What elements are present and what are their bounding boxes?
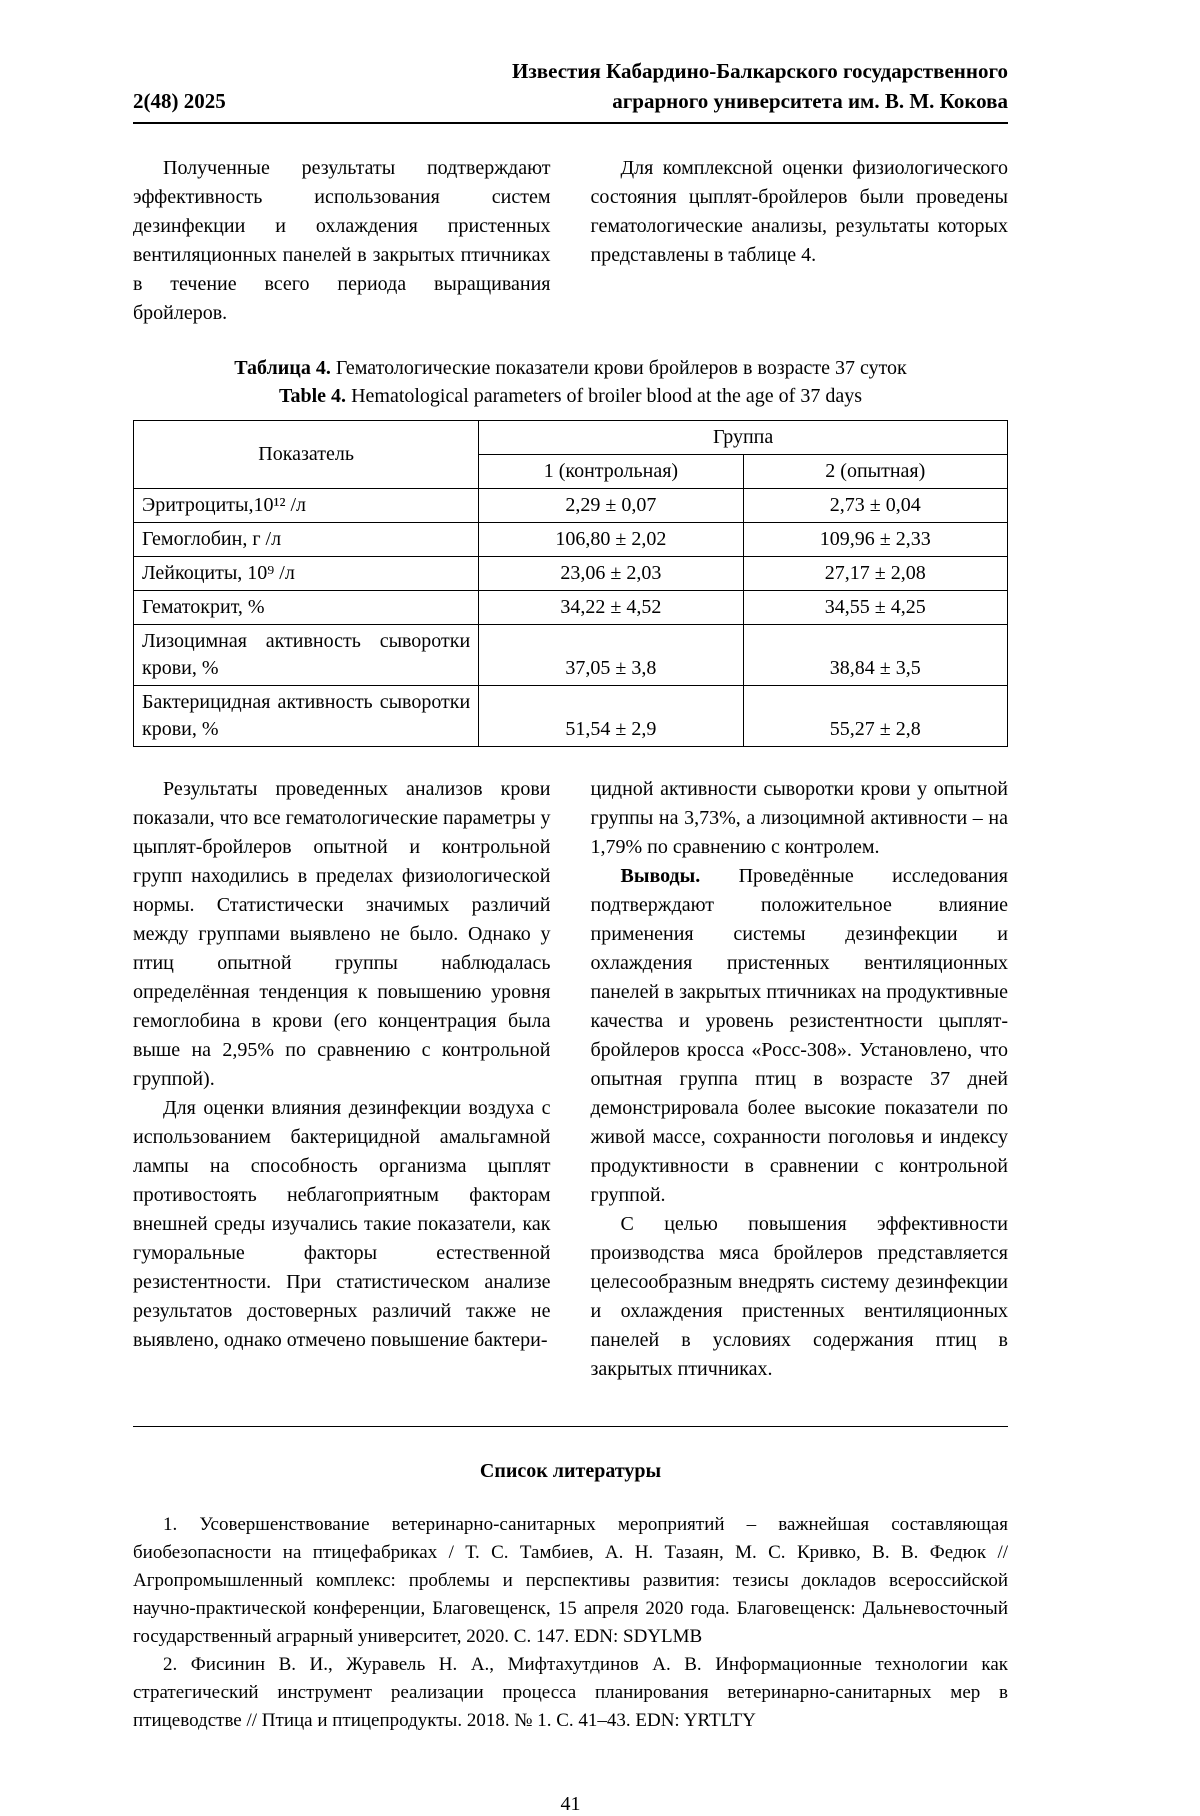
- table-row: [134, 591, 1008, 625]
- experimental-value-cell: 109,96 ± 2,33: [743, 523, 1007, 557]
- page-number: 41: [560, 1793, 581, 1815]
- control-group-header-cell: 1 (контрольная): [479, 455, 743, 489]
- table-caption-ru-text: Гематологические показатели крови бройлеров в возрасте 37 суток: [330, 357, 907, 379]
- body-paragraph: С целью повышения эффективности производства мяса бройлеров представляется целесообразным внедрять систему дезинфекции и охлаждения пристенных вентиляционных панелей в условиях содержания птиц в закрытых птичниках.: [590, 1213, 1008, 1380]
- intro-left-column: [133, 154, 551, 328]
- control-value-cell: 37,05 ± 3,8: [479, 625, 743, 686]
- indicator-cell: Эритроциты,10¹² /л: [134, 489, 479, 523]
- control-value-cell: 2,29 ± 0,07: [479, 489, 743, 523]
- journal-title: [512, 56, 1008, 116]
- control-value-cell: 106,80 ± 2,02: [479, 523, 743, 557]
- table-caption-en: [133, 382, 1008, 410]
- table-caption-en-text: Hematological parameters of broiler blood at the age of 37 days: [346, 385, 862, 407]
- references-list: [133, 1511, 1008, 1735]
- issue-number: 2(48) 2025: [133, 89, 226, 113]
- table-row: [134, 686, 1008, 747]
- experimental-value-cell: 27,17 ± 2,08: [743, 557, 1007, 591]
- table-caption-en-label: Table 4.: [279, 385, 347, 407]
- intro-right-paragraph: Для комплексной оценки физиологического состояния цыплят-бройлеров были проведены гематологические анализы, результаты которых представлены в таблице 4.: [590, 157, 1008, 266]
- table-caption-ru: [133, 354, 1008, 382]
- body-paragraph: Для оценки влияния дезинфекции воздуха с использованием бактерицидной амальгамной лампы на способность организма цыплят противостоять неблагоприятным факторам внешней среды изучались такие показатели, как гуморальные факторы естественной резистентности. При статистическом анализе результатов достоверных различий также не выявлено, однако отмечено повышение бактери-: [133, 1097, 551, 1351]
- control-value-cell: 34,22 ± 4,52: [479, 591, 743, 625]
- journal-title-line1: Известия Кабардино-Балкарского государственного: [512, 59, 1008, 83]
- body-paragraph-continuation: цидной активности сыворотки крови у опытной группы на 3,73%, а лизоцимной активности – на 1,79% по сравнению с контролем.: [590, 778, 1008, 858]
- intro-section: [133, 154, 1008, 328]
- conclusions-text: Проведённые исследования подтверждают положительное влияние применения системы дезинфекции и охлаждения пристенных вентиляционных панелей в закрытых птичниках на продуктивные качества и уровень резистентности цыплят-бройлеров кросса «Росс-308». Установлено, что опытная группа птиц в возрасте 37 дней демонстрировала более высокие показатели по живой массе, сохранности поголовья и индексу продуктивности в сравнении с контрольной группой.: [590, 865, 1008, 1206]
- table-row: [134, 523, 1008, 557]
- body-left-column: [133, 775, 551, 1384]
- reference-item: 2. Фисинин В. И., Журавель Н. А., Мифтахутдинов А. В. Информационные технологии как стратегический инструмент реализации процесса планирования ветеринарно-санитарных мер в птицеводстве // Птица и птицепродукты. 2018. № 1. С. 41–43. EDN: YRTLTY: [133, 1654, 1008, 1731]
- body-right-column: [591, 775, 1009, 1384]
- journal-title-line2: аграрного университета им. В. М. Кокова: [612, 89, 1008, 113]
- experimental-value-cell: 34,55 ± 4,25: [743, 591, 1007, 625]
- conclusions-paragraph: [591, 862, 1009, 1210]
- indicator-cell: Бактерицидная активность сыворотки крови, %: [134, 686, 479, 747]
- table-row: [134, 557, 1008, 591]
- body-section: [133, 775, 1008, 1384]
- experimental-group-header-cell: 2 (опытная): [743, 455, 1007, 489]
- table-header-row-1: [134, 421, 1008, 455]
- indicator-cell: Лизоцимная активность сыворотки крови, %: [134, 625, 479, 686]
- experimental-value-cell: 38,84 ± 3,5: [743, 625, 1007, 686]
- experimental-value-cell: 2,73 ± 0,04: [743, 489, 1007, 523]
- references-divider: [133, 1426, 1008, 1427]
- table-row: [134, 489, 1008, 523]
- control-value-cell: 23,06 ± 2,03: [479, 557, 743, 591]
- header-rule: [133, 122, 1008, 124]
- indicator-header-cell: Показатель: [134, 421, 479, 489]
- table-row: [134, 625, 1008, 686]
- conclusions-label: Выводы.: [620, 865, 701, 887]
- page-header: [133, 56, 1008, 116]
- experimental-value-cell: 55,27 ± 2,8: [743, 686, 1007, 747]
- references-title: Список литературы: [479, 1460, 662, 1482]
- intro-left-paragraph: Полученные результаты подтверждают эффективность использования систем дезинфекции и охлаждения пристенных вентиляционных панелей в закрытых птичниках в течение всего периода выращивания бройлеров.: [133, 157, 551, 324]
- hematology-table: [133, 420, 1008, 747]
- group-header-cell: Группа: [479, 421, 1008, 455]
- reference-item: 1. Усовершенствование ветеринарно-санитарных мероприятий – важнейшая составляющая биобезопасности на птицефабриках / Т. С. Тамбиев, А. Н. Тазаян, М. С. Кривко, В. В. Федюк // Агропромышленный комплекс: проблемы и перспективы развития: тезисы докладов всероссийской научно-практической конференции, Благовещенск, 15 апреля 2020 года. Благовещенск: Дальневосточный государственный аграрный университет, 2020. С. 147. EDN: SDYLMB: [133, 1514, 1008, 1647]
- indicator-cell: Гематокрит, %: [134, 591, 479, 625]
- body-paragraph: Результаты проведенных анализов крови показали, что все гематологические параметры у цыплят-бройлеров опытной и контрольной групп находились в пределах физиологической нормы. Статистически значимых различий между группами выявлено не было. Однако у птиц опытной группы наблюдалась определённая тенденция к повышению уровня гемоглобина в крови (его концентрация была выше на 2,95% по сравнению с контрольной группой).: [133, 778, 551, 1090]
- intro-right-column: [591, 154, 1009, 328]
- control-value-cell: 51,54 ± 2,9: [479, 686, 743, 747]
- indicator-cell: Гемоглобин, г /л: [134, 523, 479, 557]
- indicator-cell: Лейкоциты, 10⁹ /л: [134, 557, 479, 591]
- table-caption-ru-label: Таблица 4.: [234, 357, 331, 379]
